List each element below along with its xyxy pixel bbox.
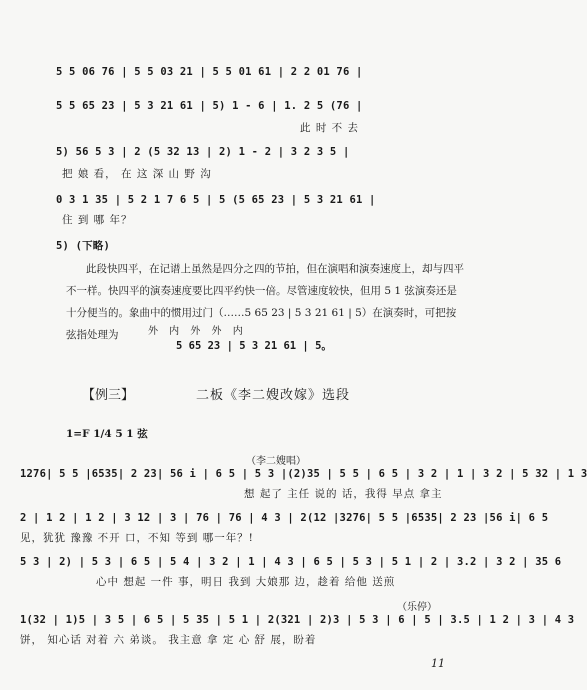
notation-row: 5) (下略) xyxy=(56,240,111,252)
lyrics-row: 住 到 哪 年？ xyxy=(62,214,133,226)
notation-row: 0 3 1 35 | 5 2 1 7 6 5 | 5 (5 65 23 | 5 3 21 61 | xyxy=(56,194,376,206)
notation-row: 1276| 5 5 |6535| 2 23| 56 i | 6 5 | 5 3 |(2)35 | 5 5 | 6 5 | 3 2 | 1 | 3 2 | 5 32 | 1 3 xyxy=(20,468,587,480)
lyrics-row: 把 娘 看， 在 这 深 山 野 沟 xyxy=(62,168,212,180)
fingering-marks: 外 内 外 外 内 xyxy=(148,326,247,337)
example-label: 【例三】 xyxy=(82,388,135,403)
lyrics-row: 想 起了 主任 说的 话，我得 早点 拿主 xyxy=(244,488,443,500)
lyrics-row: 见，犹犹 豫豫 不开 口，不知 等到 哪一年？! xyxy=(20,532,254,544)
notation-row: 5 5 65 23 | 5 3 21 61 | 5) 1 - 6 | 1. 2 5 (76 | xyxy=(56,100,363,112)
prose-block xyxy=(66,258,465,346)
page-number: 11 xyxy=(431,657,445,670)
notation-row: 1(32 | 1)5 | 3 5 | 6 5 | 5 35 | 5 1 | 2(321 | 2)3 | 5 3 | 6 | 5 | 3.5 | 1 2 | 3 | 4 3 xyxy=(20,614,575,626)
lyrics-row: 饼， 知心话 对着 六 弟谈。 我主意 拿 定 心 舒 展，盼着 xyxy=(20,634,317,646)
notation-row: 5) 56 5 3 | 2 (5 32 13 | 2) 1 - 2 | 3 2 3 5 | xyxy=(56,146,350,158)
lyrics-row: 此 时 不 去 xyxy=(300,122,360,134)
lyrics-row: 心中 想起 一件 事，明日 我到 大娘那 边，趁着 给他 送煎 xyxy=(96,576,396,588)
key-signature: 1=F 1/4 5 1 弦 xyxy=(66,428,148,440)
fingering-notation: 5 65 23 | 5 3 21 61 | 5。 xyxy=(176,340,332,352)
singer-label: （李二嫂唱） xyxy=(246,456,306,467)
prose-paragraph: 此段快四平，在记谱上虽然是四分之四的节拍，但在演唱和演奏速度上，却与四平不一样。快四平的演奏速度要比四平约快一倍。尽管速度较快，但用 5 1 弦演奏还是十分便当的。象曲中的惯用过门（……5 65 23 | 5 3 21 61 | 5）在演奏时，可把按弦指处理为 xyxy=(66,263,464,341)
example-title: 二板《李二嫂改嫁》选段 xyxy=(196,388,351,403)
end-mark: （乐停） xyxy=(397,602,437,613)
notation-row: 5 5 06 76 | 5 5 03 21 | 5 5 01 61 | 2 2 01 76 | xyxy=(56,66,363,78)
notation-row: 5 3 | 2) | 5 3 | 6 5 | 5 4 | 3 2 | 1 | 4 3 | 6 5 | 5 3 | 5 1 | 2 | 3.2 | 3 2 | 35 6 xyxy=(20,556,562,568)
notation-row: 2 | 1 2 | 1 2 | 3 12 | 3 | 76 | 76 | 4 3 | 2(12 |3276| 5 5 |6535| 2 23 |56 i| 6 5 xyxy=(20,512,549,524)
